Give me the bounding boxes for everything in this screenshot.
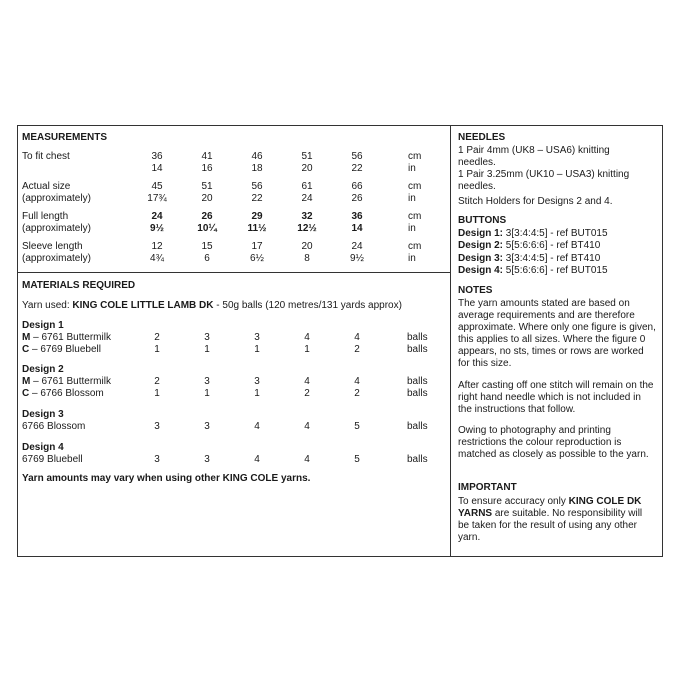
yarn-colour xyxy=(22,376,111,388)
yarn-used-line xyxy=(22,300,402,312)
ball-count: 1 xyxy=(254,344,260,355)
measurement-value-cm: 56 xyxy=(251,181,263,192)
measurement-value-cm: 24 xyxy=(351,241,363,252)
yarn-colour xyxy=(22,332,111,344)
measurement-value-cm: 20 xyxy=(301,241,313,252)
needles-line: 1 Pair 4mm (UK8 – USA6) knitting xyxy=(458,145,610,156)
unit-balls: balls xyxy=(407,421,428,432)
measurement-value-cm: 29 xyxy=(251,211,263,222)
measurement-label: To fit chest xyxy=(22,151,70,162)
notes-paragraph: After casting off one stitch will remain on the right hand needle which is not included in the instructions that follow. xyxy=(458,380,654,415)
measurement-value-cm: 51 xyxy=(301,151,313,162)
important-heading: IMPORTANT xyxy=(458,482,517,493)
design-title: Design 3 xyxy=(22,409,64,420)
measurement-value-cm: 26 xyxy=(201,211,213,222)
unit-balls: balls xyxy=(407,454,428,465)
button-row xyxy=(458,253,600,265)
button-design-label: Design 3: xyxy=(458,253,504,264)
unit-balls: balls xyxy=(407,376,428,387)
measurement-sublabel: (approximately) xyxy=(22,223,91,234)
measurement-value-cm: 12 xyxy=(151,241,163,252)
ball-count: 3 xyxy=(204,332,210,343)
unit-cm: cm xyxy=(408,241,422,252)
ball-count: 4 xyxy=(354,332,360,343)
button-spec: 3[3:4:4:5] - ref BT410 xyxy=(503,253,601,264)
ball-count: 2 xyxy=(304,388,310,399)
unit-cm: cm xyxy=(408,151,422,162)
button-spec: 5[5:6:6:6] - ref BT410 xyxy=(503,240,601,251)
yarn-colour-name: – 6766 Blossom xyxy=(29,388,104,399)
unit-balls: balls xyxy=(407,388,428,399)
ball-count: 3 xyxy=(204,421,210,432)
yarn-colour-name: – 6769 Bluebell xyxy=(29,344,101,355)
measurement-value-in: 12½ xyxy=(297,223,317,234)
button-row xyxy=(458,228,608,240)
design-title: Design 4 xyxy=(22,442,64,453)
important-suffix: are suitable. No responsibility will be taken for the result of using any other yarn. xyxy=(458,508,643,543)
yarn-used-suffix: - 50g balls (120 metres/131 yards approx) xyxy=(213,300,402,311)
ball-count: 3 xyxy=(204,376,210,387)
ball-count: 2 xyxy=(354,344,360,355)
needles-line: needles. xyxy=(458,157,496,168)
button-row xyxy=(458,240,600,252)
button-design-label: Design 4: xyxy=(458,265,504,276)
notes-paragraph: Owing to photography and printing restrictions the colour reproduction is matched as closely as possible to the yarn. xyxy=(458,425,649,460)
yarn-used-prefix: Yarn used: xyxy=(22,300,73,311)
measurement-value-in: 6 xyxy=(204,253,210,264)
yarn-code: C xyxy=(22,388,30,399)
button-spec: 3[3:4:4:5] - ref BUT015 xyxy=(503,228,608,239)
button-row xyxy=(458,265,608,277)
ball-count: 3 xyxy=(154,454,160,465)
ball-count: 4 xyxy=(254,421,260,432)
yarn-code: M xyxy=(22,376,31,387)
ball-count: 3 xyxy=(154,421,160,432)
measurement-value-in: 26 xyxy=(351,193,363,204)
yarn-footnote: Yarn amounts may vary when using other KING COLE yarns. xyxy=(22,473,311,484)
measurement-value-in: 14 xyxy=(151,163,163,174)
yarn-colour-name: – 6761 Buttermilk xyxy=(30,332,111,343)
measurement-value-cm: 45 xyxy=(151,181,163,192)
measurement-sublabel: (approximately) xyxy=(22,253,91,264)
needles-line: 1 Pair 3.25mm (UK10 – USA3) knitting xyxy=(458,169,630,180)
unit-balls: balls xyxy=(407,332,428,343)
measurements-heading: MEASUREMENTS xyxy=(22,132,108,143)
ball-count: 4 xyxy=(304,332,310,343)
measurement-value-in: 17¾ xyxy=(147,193,167,204)
unit-in: in xyxy=(408,223,416,234)
measurement-value-cm: 56 xyxy=(351,151,363,162)
unit-cm: cm xyxy=(408,181,422,192)
yarn-colour xyxy=(22,344,101,356)
yarn-code: M xyxy=(22,332,31,343)
ball-count: 1 xyxy=(154,388,160,399)
needles-heading: NEEDLES xyxy=(458,132,506,143)
ball-count: 2 xyxy=(154,376,160,387)
notes-paragraph: The yarn amounts stated are based on average requirements and are therefore approximate. Where only one figure is given, this applies to all sizes. Where the figure 0 appears, no sts, times or rows are worked for this size. xyxy=(458,298,656,369)
design-title: Design 2 xyxy=(22,364,64,375)
yarn-colour xyxy=(22,421,85,433)
notes-heading: NOTES xyxy=(458,285,493,296)
measurement-label: Actual size xyxy=(22,181,71,192)
ball-count: 2 xyxy=(354,388,360,399)
yarn-name: KING COLE LITTLE LAMB DK xyxy=(72,300,214,311)
needles-line: Stitch Holders for Designs 2 and 4. xyxy=(458,196,613,207)
ball-count: 3 xyxy=(254,332,260,343)
column-divider xyxy=(450,125,451,557)
measurement-value-in: 9½ xyxy=(150,223,164,234)
design-title: Design 1 xyxy=(22,320,64,331)
measurement-value-in: 6½ xyxy=(250,253,264,264)
unit-balls: balls xyxy=(407,344,428,355)
materials-heading: MATERIALS REQUIRED xyxy=(22,280,136,291)
important-prefix: To ensure accuracy only xyxy=(458,496,569,507)
important-yarn: KING COLE DK YARNS xyxy=(458,496,642,519)
measurement-value-cm: 32 xyxy=(301,211,313,222)
ball-count: 5 xyxy=(354,454,360,465)
measurement-value-in: 16 xyxy=(201,163,213,174)
yarn-colour-name: 6769 Bluebell xyxy=(22,454,83,465)
measurement-value-in: 4¾ xyxy=(150,253,164,264)
measurement-value-in: 9½ xyxy=(350,253,364,264)
measurement-value-in: 20 xyxy=(201,193,213,204)
ball-count: 1 xyxy=(204,344,210,355)
measurement-value-cm: 41 xyxy=(201,151,213,162)
unit-in: in xyxy=(408,163,416,174)
measurement-value-cm: 51 xyxy=(201,181,213,192)
ball-count: 5 xyxy=(354,421,360,432)
measurement-value-in: 10¼ xyxy=(197,223,217,234)
ball-count: 3 xyxy=(204,454,210,465)
measurement-label: Sleeve length xyxy=(22,241,83,252)
measurement-value-in: 20 xyxy=(301,163,313,174)
measurement-value-in: 8 xyxy=(304,253,310,264)
measurement-value-in: 11½ xyxy=(247,223,267,234)
ball-count: 1 xyxy=(154,344,160,355)
yarn-colour-name: – 6761 Buttermilk xyxy=(30,376,111,387)
buttons-heading: BUTTONS xyxy=(458,215,507,226)
unit-in: in xyxy=(408,193,416,204)
ball-count: 2 xyxy=(154,332,160,343)
section-divider xyxy=(17,272,451,273)
measurement-value-cm: 24 xyxy=(151,211,163,222)
ball-count: 1 xyxy=(204,388,210,399)
measurement-label: Full length xyxy=(22,211,69,222)
measurement-value-in: 22 xyxy=(351,163,363,174)
measurement-value-cm: 36 xyxy=(351,211,363,222)
measurement-value-cm: 36 xyxy=(151,151,163,162)
measurement-value-cm: 15 xyxy=(201,241,213,252)
measurement-value-in: 14 xyxy=(351,223,363,234)
yarn-colour xyxy=(22,388,104,400)
ball-count: 4 xyxy=(354,376,360,387)
button-design-label: Design 1: xyxy=(458,228,504,239)
ball-count: 4 xyxy=(254,454,260,465)
ball-count: 1 xyxy=(254,388,260,399)
yarn-colour-name: 6766 Blossom xyxy=(22,421,86,432)
unit-in: in xyxy=(408,253,416,264)
measurement-sublabel: (approximately) xyxy=(22,193,91,204)
ball-count: 4 xyxy=(304,421,310,432)
measurement-value-cm: 17 xyxy=(251,241,263,252)
measurement-value-cm: 61 xyxy=(301,181,313,192)
measurement-value-cm: 66 xyxy=(351,181,363,192)
button-design-label: Design 2: xyxy=(458,240,504,251)
measurement-value-in: 22 xyxy=(251,193,263,204)
measurement-value-cm: 46 xyxy=(251,151,263,162)
yarn-colour xyxy=(22,454,83,466)
important-text xyxy=(458,496,656,544)
ball-count: 4 xyxy=(304,376,310,387)
yarn-code: C xyxy=(22,344,30,355)
needles-line: needles. xyxy=(458,181,496,192)
measurement-value-in: 24 xyxy=(301,193,313,204)
ball-count: 3 xyxy=(254,376,260,387)
unit-cm: cm xyxy=(408,211,422,222)
ball-count: 4 xyxy=(304,454,310,465)
measurement-value-in: 18 xyxy=(251,163,263,174)
button-spec: 5[5:6:6:6] - ref BUT015 xyxy=(503,265,608,276)
ball-count: 1 xyxy=(304,344,310,355)
